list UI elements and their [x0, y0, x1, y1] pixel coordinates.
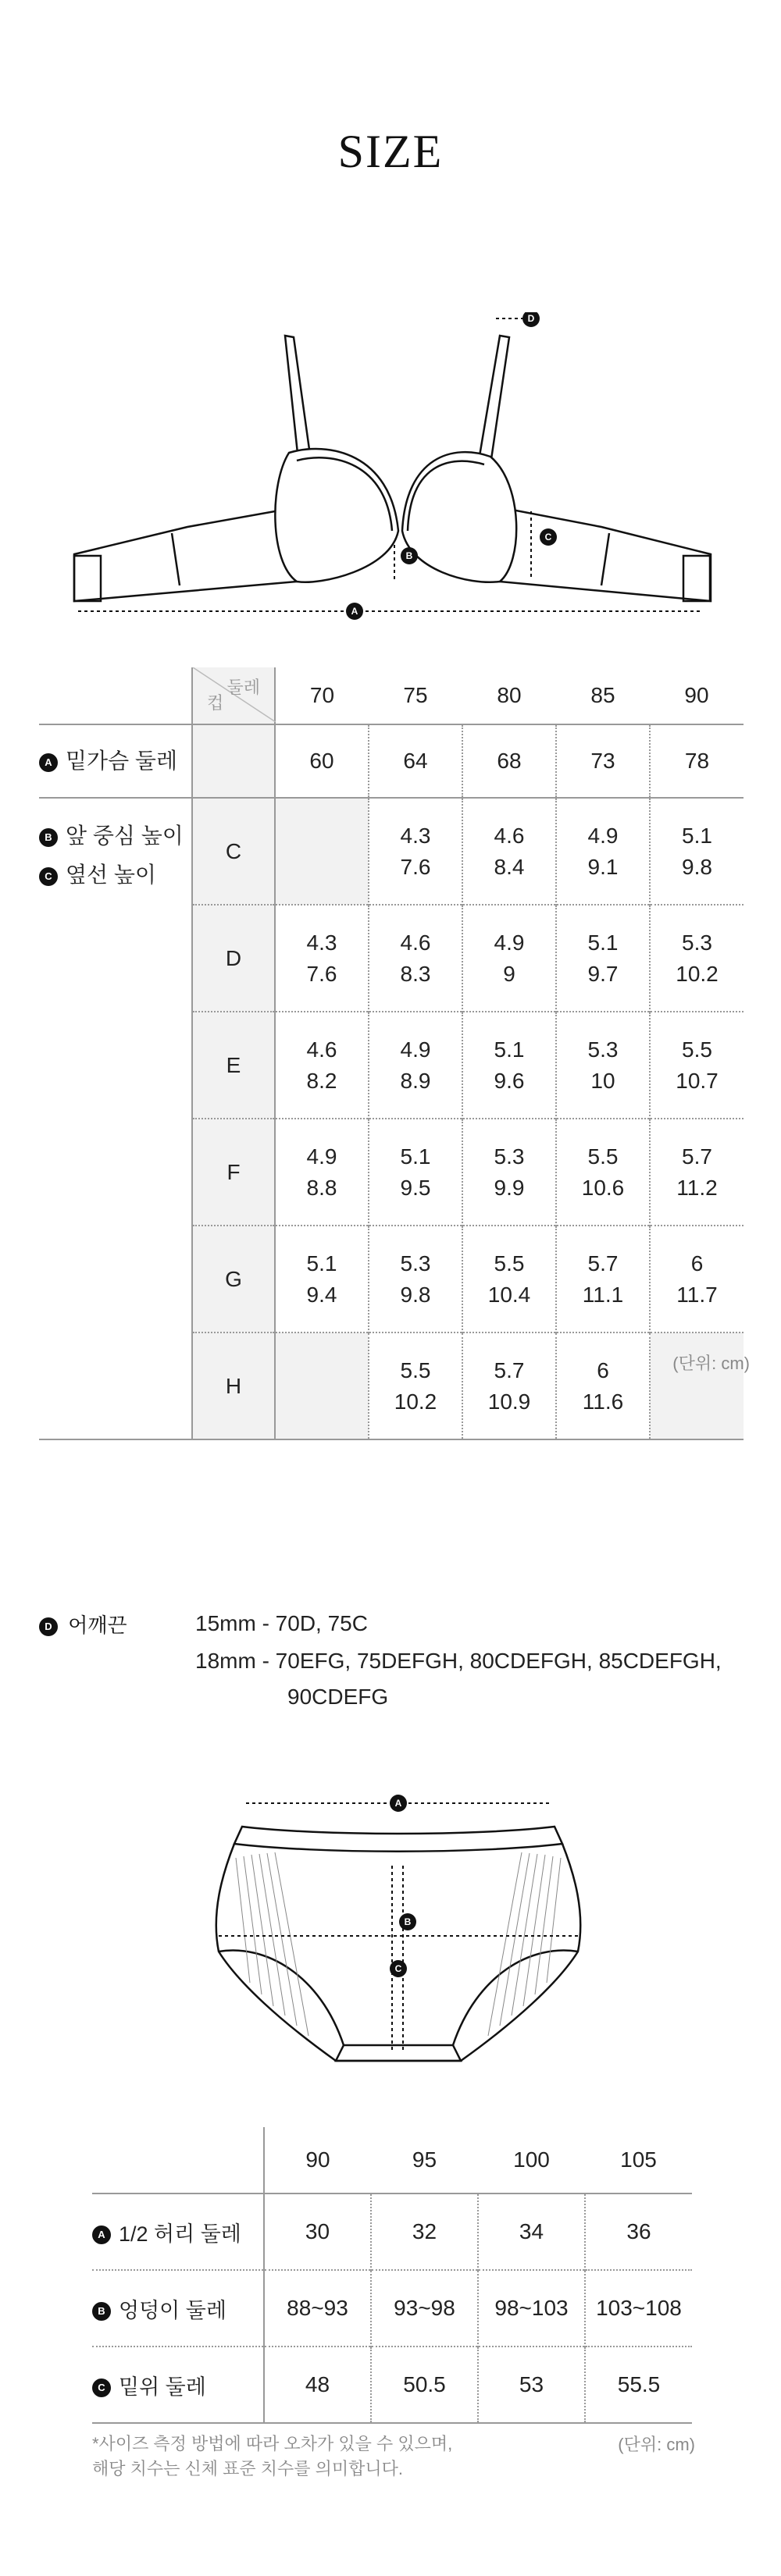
svg-text:C: C	[544, 532, 552, 543]
page-title: SIZE	[337, 126, 444, 177]
band-size: 70	[275, 667, 369, 724]
header-corner	[192, 667, 275, 724]
table-cell: 55.5	[585, 2347, 692, 2423]
side-height-value: 9.7	[587, 961, 619, 986]
front-height-value: 4.6	[494, 823, 525, 848]
panty-header-row	[92, 2127, 692, 2194]
side-height-value: 10.6	[581, 1175, 625, 1200]
front-height-value: 5.3	[587, 1037, 619, 1062]
table-cell	[369, 905, 462, 1012]
underbust-label-text: 밑가슴 둘레	[66, 749, 178, 773]
table-cell	[275, 905, 369, 1012]
panty-row	[92, 2270, 692, 2347]
strap-line-3: 90CDEFG	[287, 1685, 389, 1709]
panty-rows	[92, 2194, 692, 2423]
table-cell	[556, 1226, 650, 1332]
table-cell: 53	[478, 2347, 585, 2423]
side-height-value: 11.2	[676, 1175, 718, 1200]
note-line-1: *사이즈 측정 방법에 따라 오차가 있을 수 있으며,	[92, 2434, 453, 2453]
front-height-value: 5.1	[587, 930, 619, 955]
band-size: 75	[403, 683, 428, 707]
table-cell	[369, 1119, 462, 1226]
table-cell	[275, 1119, 369, 1226]
header-empty	[39, 667, 192, 724]
table-cell	[462, 905, 556, 1012]
height-label-cell	[39, 798, 192, 1439]
panty-size-table	[92, 2127, 692, 2424]
badge-a: A	[39, 753, 58, 772]
side-height-value: 11.7	[676, 1282, 718, 1307]
table-cell	[462, 1119, 556, 1226]
underbust-label	[39, 724, 192, 798]
panty-unit-note: (단위: cm)	[618, 2435, 695, 2454]
side-height-value: 11.6	[582, 1389, 624, 1414]
table-cell	[650, 1119, 744, 1226]
corner-band-label: 둘레	[226, 678, 260, 697]
table-cell: 50.5	[371, 2347, 478, 2423]
front-height-value: 5.1	[306, 1251, 337, 1276]
cup-label: D	[192, 905, 275, 1012]
svg-text:B: B	[405, 550, 413, 561]
table-cell: 34	[478, 2194, 585, 2270]
svg-text:D: D	[527, 313, 535, 324]
front-height-value: 6	[597, 1357, 609, 1382]
front-height-value: 5.5	[494, 1251, 525, 1276]
badge-b: B	[92, 2302, 111, 2321]
panty-size: 105	[620, 2147, 657, 2172]
measurement-note	[92, 2432, 452, 2482]
side-height-value: 8.3	[400, 961, 431, 986]
table-cell	[369, 1332, 462, 1439]
table-cell	[275, 798, 369, 905]
table-cell: 36	[585, 2194, 692, 2270]
side-height-value: 10	[590, 1068, 615, 1093]
table-cell	[369, 1012, 462, 1119]
front-height-value: 5.1	[400, 1144, 431, 1169]
side-height-value: 9.1	[587, 854, 619, 879]
side-height-value: 10.7	[676, 1068, 719, 1093]
band-size: 85	[590, 683, 615, 707]
bra-diagram	[62, 312, 719, 632]
panty-row-label	[92, 2270, 264, 2347]
underbust-cup-cell	[192, 724, 275, 798]
height-label-text: 옆선 높이	[66, 863, 156, 887]
underbust-row	[39, 724, 744, 798]
badge-b: B	[39, 828, 58, 847]
table-cell: 48	[264, 2347, 371, 2423]
panty-row-label-text: 밑위 둘레	[119, 2375, 206, 2399]
table-cell	[369, 798, 462, 905]
front-height-value: 6	[690, 1251, 704, 1276]
front-height-value: 5.3	[682, 930, 712, 955]
table-cell: 93~98	[371, 2270, 478, 2347]
side-height-value: 9.6	[494, 1068, 525, 1093]
badge-a: A	[92, 2226, 111, 2244]
height-label-text: 앞 중심 높이	[66, 824, 184, 848]
table-cell	[650, 1332, 744, 1439]
side-height-value: 9.8	[682, 854, 712, 879]
bra-size-table	[39, 667, 744, 1440]
table-cell	[462, 798, 556, 905]
table-cell	[275, 1332, 369, 1439]
strap-line-1: 15mm - 70D, 75C	[195, 1611, 368, 1635]
svg-text:B: B	[404, 1916, 412, 1927]
cup-label: F	[192, 1119, 275, 1226]
table-cell: 68	[462, 724, 556, 798]
table-cell: 103~108	[585, 2270, 692, 2347]
table-cell	[275, 1012, 369, 1119]
panty-size: 100	[513, 2147, 550, 2172]
cup-rows	[39, 798, 744, 1439]
front-height-value: 4.9	[494, 930, 525, 955]
panty-row	[92, 2347, 692, 2423]
side-height-value: 8.2	[306, 1068, 337, 1093]
front-height-value: 5.7	[682, 1144, 712, 1169]
front-height-value: 5.1	[494, 1037, 525, 1062]
panty-row-label-text: 1/2 허리 둘레	[119, 2222, 241, 2246]
cup-row	[39, 798, 744, 905]
panty-row-label-text: 엉덩이 둘레	[119, 2298, 226, 2322]
strap-label	[39, 1610, 127, 1638]
cup-label: E	[192, 1012, 275, 1119]
table-header-row	[39, 667, 744, 724]
cup-label: H	[192, 1332, 275, 1439]
table-cell	[556, 1012, 650, 1119]
side-height-value: 8.4	[494, 854, 525, 879]
front-height-value: 5.5	[400, 1357, 431, 1382]
cup-label: G	[192, 1226, 275, 1332]
table-cell: 32	[371, 2194, 478, 2270]
side-height-value: 10.9	[487, 1389, 531, 1414]
side-height-value: 11.1	[582, 1282, 624, 1307]
side-height-value: 7.6	[306, 961, 337, 986]
height-label	[39, 859, 191, 891]
front-height-value: 4.9	[587, 823, 619, 848]
side-height-value: 9.4	[306, 1282, 337, 1307]
front-height-value: 5.3	[400, 1251, 431, 1276]
band-size: 80	[497, 683, 522, 707]
header-empty	[92, 2127, 264, 2194]
front-height-value: 4.9	[400, 1037, 431, 1062]
badge-d: D	[39, 1617, 58, 1636]
corner-cup-label: 컵	[207, 693, 224, 713]
side-height-value: 8.9	[400, 1068, 431, 1093]
front-height-value: 5.5	[587, 1144, 619, 1169]
side-height-value: 10.4	[487, 1282, 531, 1307]
table-cell: 73	[556, 724, 650, 798]
table-cell	[556, 905, 650, 1012]
note-line-2: 해당 치수는 신체 표준 치수를 의미합니다.	[92, 2459, 403, 2478]
table-cell: 78	[650, 724, 744, 798]
side-height-value: 10.2	[394, 1389, 437, 1414]
side-height-value: 9.5	[400, 1175, 431, 1200]
table-cell	[650, 1226, 744, 1332]
svg-text:C: C	[394, 1963, 402, 1974]
badge-c: C	[39, 867, 58, 886]
panty-row-label	[92, 2194, 264, 2270]
table-cell: 60	[275, 724, 369, 798]
side-height-value: 9	[503, 961, 515, 986]
table-cell	[462, 1012, 556, 1119]
side-height-value: 7.6	[400, 854, 431, 879]
panty-size: 95	[412, 2147, 437, 2172]
strap-label-text: 어깨끈	[68, 1614, 127, 1637]
table-cell	[556, 1332, 650, 1439]
svg-text:A: A	[394, 1798, 402, 1809]
badge-c: C	[92, 2379, 111, 2397]
side-height-value: 8.8	[306, 1175, 337, 1200]
front-height-value: 4.9	[306, 1144, 337, 1169]
panty-size: 90	[264, 2127, 371, 2194]
table-cell	[369, 1226, 462, 1332]
panty-diagram	[203, 1788, 594, 2084]
front-height-value: 4.3	[306, 930, 337, 955]
table-cell: 88~93	[264, 2270, 371, 2347]
table-cell: 30	[264, 2194, 371, 2270]
side-height-value: 9.9	[494, 1175, 525, 1200]
table-cell	[650, 798, 744, 905]
table-cell	[650, 1012, 744, 1119]
table-cell	[462, 1332, 556, 1439]
svg-text:A: A	[351, 606, 358, 617]
strap-line-2: 18mm - 70EFG, 75DEFGH, 80CDEFGH, 85CDEFGH,	[195, 1649, 722, 1673]
front-height-value: 5.1	[682, 823, 712, 848]
front-height-value: 5.7	[587, 1251, 619, 1276]
table-cell: 64	[369, 724, 462, 798]
height-label	[39, 820, 191, 852]
table-cell: 98~103	[478, 2270, 585, 2347]
table-cell	[556, 798, 650, 905]
band-size: 90	[684, 683, 709, 707]
front-height-value: 4.6	[400, 930, 431, 955]
panty-row	[92, 2194, 692, 2270]
table-cell	[556, 1119, 650, 1226]
table-cell	[462, 1226, 556, 1332]
bra-unit-note: (단위: cm)	[672, 1354, 750, 1373]
front-height-value: 4.6	[306, 1037, 337, 1062]
front-height-value: 5.3	[494, 1144, 525, 1169]
front-height-value: 5.5	[682, 1037, 712, 1062]
side-height-value: 10.2	[676, 961, 719, 986]
cup-label: C	[192, 798, 275, 905]
table-cell	[650, 905, 744, 1012]
side-height-value: 9.8	[400, 1282, 431, 1307]
panty-row-label	[92, 2347, 264, 2423]
table-cell	[275, 1226, 369, 1332]
front-height-value: 4.3	[400, 823, 431, 848]
front-height-value: 5.7	[494, 1357, 525, 1382]
